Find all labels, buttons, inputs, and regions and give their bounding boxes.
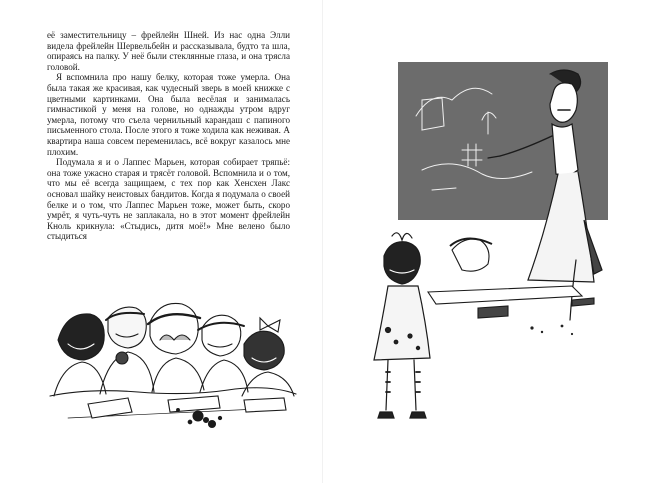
crying-schoolchildren-illustration	[48, 300, 298, 430]
child-3	[148, 303, 204, 392]
child-5	[242, 318, 294, 396]
right-page	[322, 0, 645, 483]
paragraph-1: её заместительницу – фрейлейн Шней. Из нас одна Элли видела фрейлейн Шервельбейн и рассказывала, будто та шла, опираясь на палку. У неё были стеклянные глаза, и она трясла головой.	[47, 30, 290, 72]
page-text	[47, 30, 290, 242]
teacher-and-girl-illustration	[332, 60, 632, 440]
left-page	[0, 0, 322, 483]
child-2	[100, 307, 154, 394]
child-4	[198, 315, 248, 392]
standing-girl	[374, 233, 430, 418]
child-1	[54, 314, 106, 396]
paragraph-2: Я вспомнила про нашу белку, которая тоже умерла. Она была такая же красивая, как чудесный зверь в моей книжке с цветными картинками. Она была весёлая и занималась гимнастикой у меня на голове, но однажды утром вдруг умерла, потому что съела чернильный карандаш с папиного письменного стола. После этого я тоже ходила как неживая. А квартира наша совсем переменилась, всё вокруг казалось мне плохим.	[47, 72, 290, 157]
paragraph-3: Подумала я и о Лаппес Марьен, которая собирает тряпьё: она тоже ужасно старая и трясёт головой. Вспомнила и о том, что мы её всегда защищаем, с тех пор как Хенсхен Лакс основал шайку неистовых бандитов. Когда я подумала о своей белке и о том, что Лаппес Марьен тоже, может быть, скоро умрёт, я чуть-чуть не заплакала, но в этот момент фрейлейн Кноль крикнула: «Стыдись, дитя моё!» Мне велено было стыдиться	[47, 157, 290, 242]
